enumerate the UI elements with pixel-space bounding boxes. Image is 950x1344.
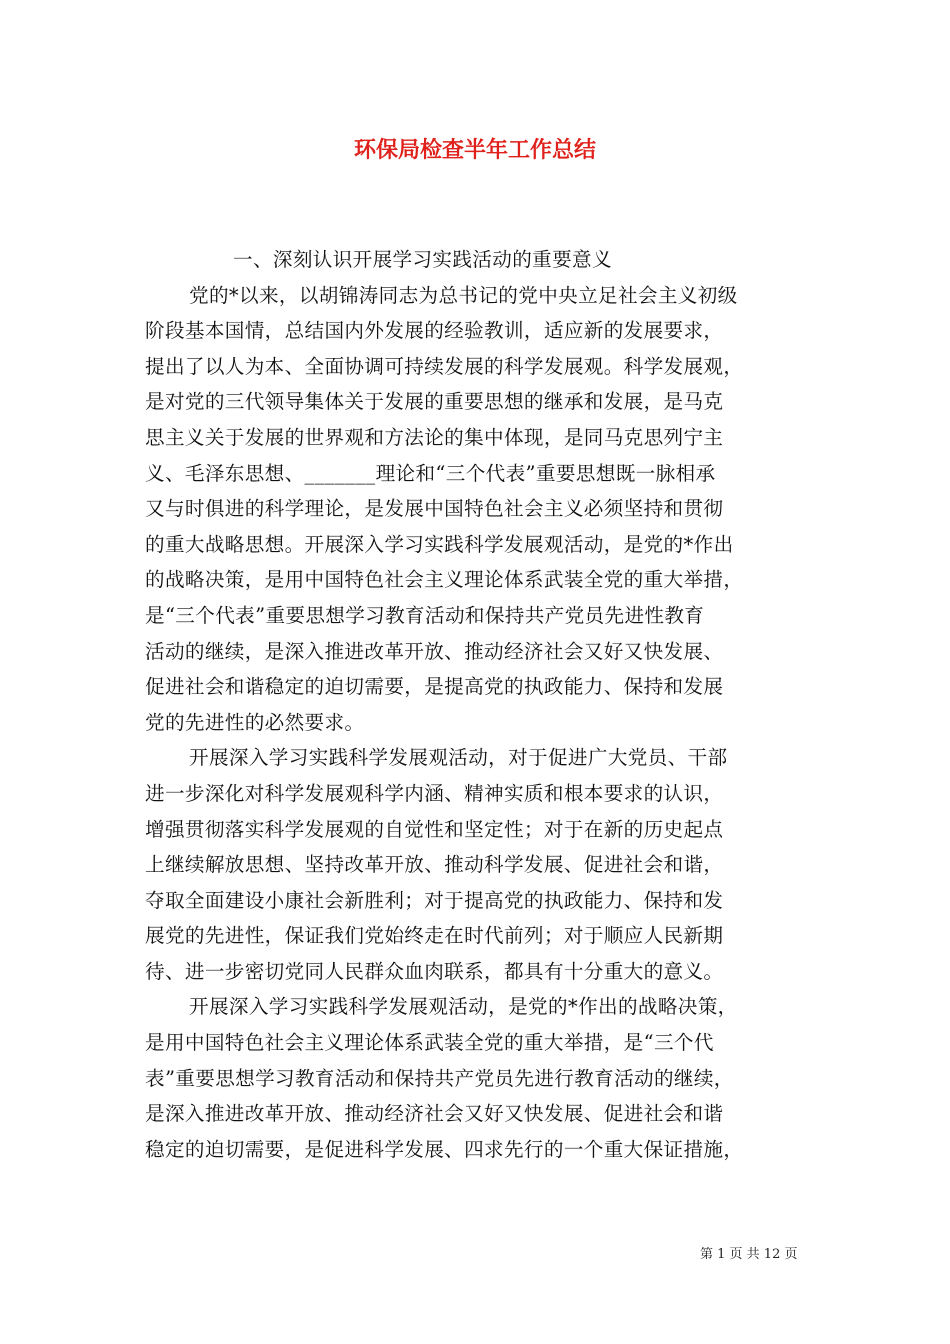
paragraph-line: 进一步深化对科学发展观科学内涵、精神实质和根本要求的认识，: [145, 781, 724, 805]
paragraph-line: 思主义关于发展的世界观和方法论的集中体现，是同马克思列宁主: [145, 425, 724, 449]
paragraph-line: 是深入推进改革开放、推动经济社会又好又快发展、促进社会和谐: [145, 1102, 724, 1126]
paragraph-line: 党的先进性的必然要求。: [145, 710, 365, 734]
paragraph-line: 是对党的三代领导集体关于发展的重要思想的继承和发展，是马克: [145, 390, 724, 414]
paragraph-line: 的重大战略思想。开展深入学习实践科学发展观活动，是党的*作出: [145, 532, 734, 556]
paragraph-line: 待、进一步密切党同人民群众血肉联系，都具有十分重大的意义。: [145, 959, 724, 983]
paragraph-line: 活动的继续，是深入推进改革开放、推动经济社会又好又快发展、: [145, 639, 724, 663]
section-heading: 一、深刻认识开展学习实践活动的重要意义: [233, 248, 612, 271]
paragraph-line: 提出了以人为本、全面协调可持续发展的科学发展观。科学发展观，: [145, 354, 744, 378]
paragraph-line: 夺取全面建设小康社会新胜利；对于提高党的执政能力、保持和发: [145, 888, 724, 912]
paragraph-line: 阶段基本国情，总结国内外发展的经验教训，适应新的发展要求，: [145, 319, 724, 343]
paragraph-line: 党的*以来，以胡锦涛同志为总书记的党中央立足社会主义初级: [189, 283, 738, 307]
paragraph-line: 表”重要思想学习教育活动和保持共产党员先进行教育活动的继续，: [145, 1066, 734, 1090]
paragraph-line: 是用中国特色社会主义理论体系武装全党的重大举措，是“三个代: [145, 1031, 714, 1055]
paragraph-line: 是“三个代表”重要思想学习教育活动和保持共产党员先进性教育: [145, 603, 705, 627]
page-number: 第 1 页 共 12 页: [700, 1247, 798, 1262]
paragraph-line: 开展深入学习实践科学发展观活动，对于促进广大党员、干部: [189, 746, 728, 770]
paragraph-line: 开展深入学习实践科学发展观活动，是党的*作出的战略决策，: [189, 995, 738, 1019]
paragraph-line: 展党的先进性，保证我们党始终走在时代前列；对于顺应人民新期: [145, 924, 724, 948]
paragraph-line: 增强贯彻落实科学发展观的自觉性和坚定性；对于在新的历史起点: [145, 817, 724, 841]
paragraph-line: 促进社会和谐稳定的迫切需要，是提高党的执政能力、保持和发展: [145, 675, 724, 699]
document-title: 环保局检查半年工作总结: [353, 137, 596, 163]
paragraph-line: 稳定的迫切需要，是促进科学发展、四求先行的一个重大保证措施，: [145, 1137, 744, 1161]
document-body: [145, 242, 805, 1167]
paragraph-line: 上继续解放思想、坚持改革开放、推动科学发展、促进社会和谐，: [145, 853, 724, 877]
paragraph-line: 的战略决策，是用中国特色社会主义理论体系武装全党的重大举措，: [145, 568, 744, 592]
paragraph-line: 又与时俱进的科学理论，是发展中国特色社会主义必须坚持和贯彻: [145, 497, 724, 521]
paragraph-line: 义、毛泽东思想、_______理论和“三个代表”重要思想既一脉相承: [145, 461, 716, 485]
